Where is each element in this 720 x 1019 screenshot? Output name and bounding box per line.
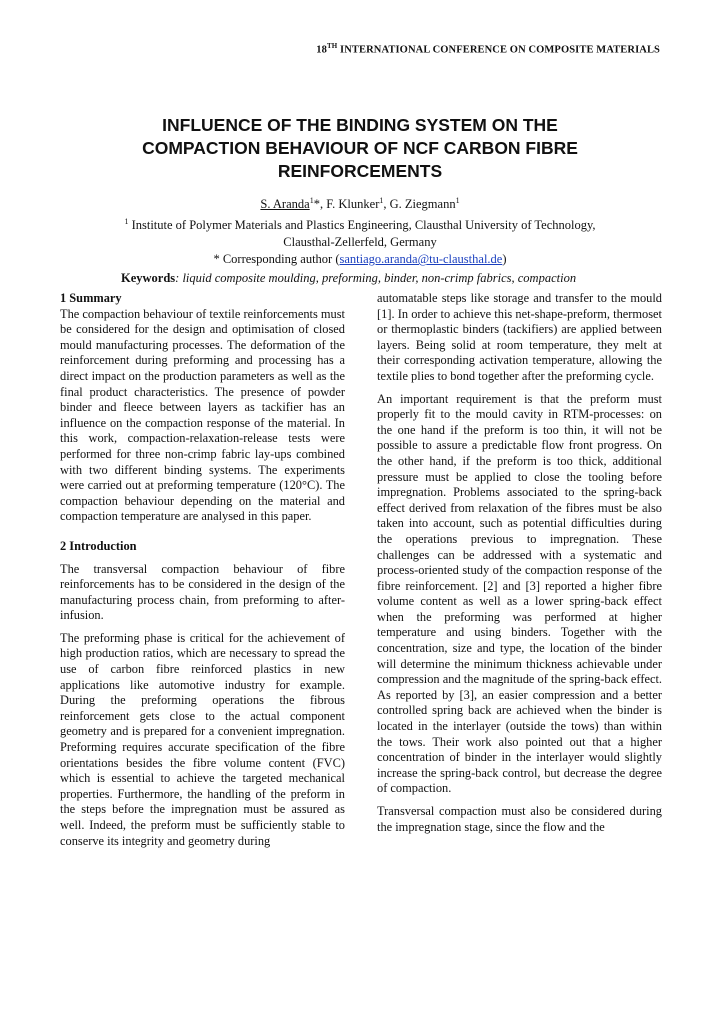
left-column xyxy=(60,291,345,856)
conference-number: 18 xyxy=(316,44,327,56)
corresponding-author-line xyxy=(0,251,720,268)
author-ziegmann: , G. Ziegmann xyxy=(383,197,456,212)
affiliation-line-2: Clausthal-Zellerfeld, Germany xyxy=(283,235,437,250)
right-paragraph-2: An important requirement is that the preform must properly fit to the mould cavity in RTM-processes: on the one hand if the preform is too thin, it will not be possible to assure a predictable flow front progress. On the other hand, if the preform is too thick, additional pressure must be applied to close the tooling before impregnation. Problems associated to the spring-back effect derived from relaxation of the fibres must be also taken into account, such as potential difficulties during the operations previous to impregnation. These challenges can be addressed with a systematic and process-oriented study of the compaction response of the fibre reinforcement. [2] and [3] reported a higher fibre volume content as well as a lower spring-back effect when the preforming was performed at higher temperature and using binders. Together with the concentration, size and type, the location of the binder will determine the minimum thickness achievable under compression and the magnitude of the spring-back effect. As reported by [3], an easier compression and a better controlled spring back are achieved when the binder is located in the interlayer (outside the tows) than within the tows. Their work also pointed out that a higher concentration of binder in the interlayer would slightly increase the spring-back control, but decrease the degree of compaction. xyxy=(377,391,662,796)
author-ziegmann-affiliation: 1 xyxy=(455,196,460,205)
paper-title xyxy=(100,114,620,183)
introduction-paragraph-1: The transversal compaction behaviour of fibre reinforcements has to be considered in the design of the manufacturing process chain, from preforming to after-infusion. xyxy=(60,561,345,623)
author-aranda: S. Aranda xyxy=(260,197,310,212)
author-klunker-affiliation: 1 xyxy=(379,196,384,205)
keywords-label: Keywords xyxy=(121,271,176,285)
right-paragraph-3: Transversal compaction must also be considered during the impregnation stage, since the flow and the xyxy=(377,804,662,834)
author-aranda-affiliation: 1 xyxy=(309,196,314,205)
keywords-text: : liquid composite moulding, preforming, binder, non-crimp fabrics, compaction xyxy=(175,271,577,285)
summary-heading: 1 Summary xyxy=(60,291,122,305)
conference-number-suffix: TH xyxy=(327,42,338,50)
introduction-paragraph-2: The preforming phase is critical for the achievement of high production ratios, which are necessary to spread the use of carbon fibre reinforced plastics in new applications like automotive industry for example. During the preforming operations the fibrous reinforcement gets close to the actual component geometry and is prepared for a convenient impregnation. Preforming requires accurate specification of the fibre orientations besides the fibre volume content (FVC) which is essential to achieve the targeted mechanical properties. Furthermore, the handling of the preform in the steps before the impregnation must be assured as well. Indeed, the preform must be sufficiently stable to conserve its integrity and geometry during xyxy=(60,630,345,848)
right-paragraph-1: automatable steps like storage and transfer to the mould [1]. In order to achieve this net-shape-preform, thermoset or thermoplastic binders (tackifiers) are applied between layers. Being solid at room temperature, they melt at their corresponding activation temperature, allowing the textile plies to bond together after the preforming cycle. xyxy=(377,291,662,383)
summary-paragraph: The compaction behaviour of textile reinforcements must be considered for the design and optimisation of closed mould manufacturing processes. The deformation of the reinforcement during preforming and processing has a direct impact on the production parameters as well as the final product characteristics. The presence of powder binder and fleece between layers as tackifier has an influence on the compaction response of the material. In this work, compaction-relaxation-release tests were performed for three non-crimp fabric lay-ups combined with two different binding systems. The experiments were carried out at preforming temperature (120°C). The compaction behaviour depending on the material and compaction temperature are analysed in this paper. xyxy=(60,306,345,524)
corresponding-email-link[interactable]: santiago.aranda@tu-clausthal.de xyxy=(339,252,503,267)
introduction-heading: 2 Introduction xyxy=(60,538,137,553)
title-line-1: INFLUENCE OF THE BINDING SYSTEM ON THE xyxy=(162,115,558,135)
author-line xyxy=(0,192,720,213)
conference-header xyxy=(0,42,720,56)
affiliation-text: Institute of Polymer Materials and Plastics Engineering, Clausthal University of Technology, xyxy=(128,218,596,233)
author-block xyxy=(0,192,720,268)
right-column xyxy=(377,291,662,842)
keywords-line xyxy=(121,271,681,286)
title-line-3: REINFORCEMENTS xyxy=(277,161,443,181)
conference-name: INTERNATIONAL CONFERENCE ON COMPOSITE MATERIALS xyxy=(337,44,660,56)
title-line-2: COMPACTION BEHAVIOUR OF NCF CARBON FIBRE xyxy=(142,138,578,158)
corresponding-marker: *, xyxy=(313,197,327,212)
affiliation-marker: 1 xyxy=(124,217,129,227)
corresponding-prefix: * Corresponding author ( xyxy=(213,252,340,267)
affiliation-line-1 xyxy=(0,213,720,234)
author-klunker: F. Klunker xyxy=(326,197,380,212)
corresponding-suffix: ) xyxy=(502,252,507,267)
